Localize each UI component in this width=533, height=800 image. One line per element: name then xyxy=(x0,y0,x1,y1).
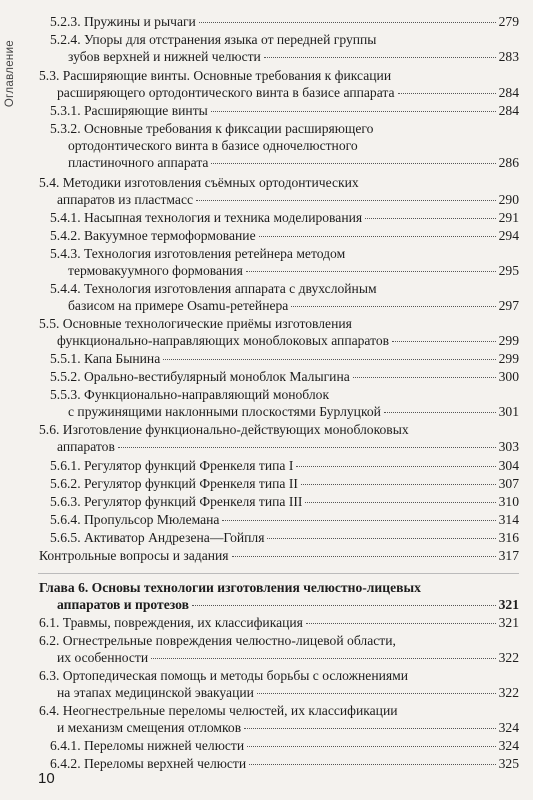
leader-dots xyxy=(192,605,496,606)
entry-text: Контрольные вопросы и задания xyxy=(39,548,229,563)
entry-text: 6.2. Огнестрельные повреждения челюстно-лицевой области, xyxy=(39,633,396,648)
entry-text: 5.2.3. Пружины и рычаги xyxy=(50,14,196,29)
toc-entry-6-2[interactable] xyxy=(39,632,519,666)
entry-text: аппаратов и протезов xyxy=(57,597,189,612)
toc-entry-5-3-2[interactable] xyxy=(50,120,519,171)
toc-entry-5-3[interactable] xyxy=(39,67,519,101)
entry-text: 6.4. Неогнестрельные переломы челюстей, их классификации xyxy=(39,703,398,718)
page-number: 10 xyxy=(38,770,55,787)
page-ref: 290 xyxy=(498,192,519,207)
page-ref: 299 xyxy=(498,351,519,366)
page-ref: 304 xyxy=(498,458,519,473)
entry-text: их особенности xyxy=(57,650,149,665)
toc-entry-5-5-3[interactable] xyxy=(50,386,519,420)
page-ref: 314 xyxy=(498,512,519,527)
leader-dots xyxy=(384,412,496,413)
entry-text: Глава 6. Основы технологии изготовления челюстно-лицевых xyxy=(39,580,421,595)
leader-dots xyxy=(264,57,496,58)
leader-dots xyxy=(353,377,496,378)
entry-text: 5.6.2. Регулятор функций Френкеля типа II xyxy=(50,476,298,491)
page-ref: 322 xyxy=(498,685,519,700)
entry-text: 5.3.2. Основные требования к фиксации расширяющего xyxy=(50,121,374,136)
page-ref: 316 xyxy=(498,530,519,545)
toc-entry-5-4-4[interactable] xyxy=(50,280,519,314)
entry-text: 5.5.3. Функционально-направляющий моноблок xyxy=(50,387,330,402)
toc-entry-5-2-3[interactable] xyxy=(50,13,519,30)
entry-text: 6.3. Ортопедическая помощь и методы борьбы с осложнениями xyxy=(39,668,409,683)
toc-entry-6-4[interactable] xyxy=(39,702,519,736)
entry-text: и механизм смещения отломков xyxy=(57,720,242,735)
page-ref: 317 xyxy=(498,548,519,563)
entry-text: аппаратов из пластмасс xyxy=(57,192,194,207)
entry-text: 5.4.3. Технология изготовления ретейнера методом xyxy=(50,246,346,261)
entry-text: 5.6.3. Регулятор функций Френкеля типа III xyxy=(50,494,303,509)
toc-entry-6-4-1[interactable] xyxy=(50,737,519,754)
entry-text: 5.6.4. Пропульсор Мюлемана xyxy=(50,512,220,527)
toc-entry-questions[interactable] xyxy=(39,547,519,564)
leader-dots xyxy=(305,502,495,503)
page-ref: 291 xyxy=(498,210,519,225)
page-ref: 324 xyxy=(498,738,519,753)
page-ref: 294 xyxy=(498,228,519,243)
entry-text: расширяющего ортодонтического винта в базисе аппарата xyxy=(57,85,395,100)
page-ref: 299 xyxy=(498,333,519,348)
page-ref: 283 xyxy=(498,49,519,64)
page-ref: 300 xyxy=(498,369,519,384)
page-ref: 321 xyxy=(498,597,519,612)
toc-entry-6-1[interactable] xyxy=(39,614,519,631)
leader-dots xyxy=(257,693,496,694)
toc-entry-5-4[interactable] xyxy=(39,174,519,208)
entry-text: 6.4.1. Переломы нижней челюсти xyxy=(50,738,245,753)
toc-entry-5-6-3[interactable] xyxy=(50,493,519,510)
toc-entry-6-3[interactable] xyxy=(39,667,519,701)
leader-dots xyxy=(398,93,496,94)
toc-entry-5-2-4[interactable] xyxy=(50,31,519,65)
toc-entry-5-3-1[interactable] xyxy=(50,102,519,119)
entry-text: 5.3.1. Расширяющие винты xyxy=(50,103,208,118)
entry-text: функционально-направляющих моноблоковых аппаратов xyxy=(57,333,390,348)
entry-text: 5.4.1. Насыпная технология и техника моделирования xyxy=(50,210,363,225)
toc-chapter-6[interactable] xyxy=(39,579,519,613)
page-ref: 286 xyxy=(498,155,519,170)
leader-dots xyxy=(196,200,496,201)
entry-text: на этапах медицинской эвакуации xyxy=(57,685,254,700)
entry-text: 5.5.1. Капа Бынина xyxy=(50,351,161,366)
page-ref: 322 xyxy=(498,650,519,665)
entry-text: 5.4.2. Вакуумное термоформование xyxy=(50,228,256,243)
leader-dots xyxy=(232,556,496,557)
leader-dots xyxy=(392,341,496,342)
page-ref: 321 xyxy=(498,615,519,630)
entry-text: 5.5.2. Орально-вестибулярный моноблок Малыгина xyxy=(50,369,350,384)
entry-text: аппаратов xyxy=(57,439,115,454)
leader-dots xyxy=(244,728,495,729)
leader-dots xyxy=(118,447,496,448)
toc-entry-5-5-2[interactable] xyxy=(50,368,519,385)
leader-dots xyxy=(301,484,496,485)
toc-entry-5-6[interactable] xyxy=(39,421,519,455)
entry-text: 5.2.4. Упоры для отстранения языка от передней группы xyxy=(50,32,377,47)
entry-text: 5.3. Расширяющие винты. Основные требования к фиксации xyxy=(39,68,392,83)
leader-dots xyxy=(296,466,495,467)
leader-dots xyxy=(151,658,495,659)
entry-text: 6.1. Травмы, повреждения, их классификация xyxy=(39,615,303,630)
section-side-label: Оглавление xyxy=(4,40,16,108)
entry-text: 6.4.2. Переломы верхней челюсти xyxy=(50,756,247,771)
page-ref: 310 xyxy=(498,494,519,509)
page-ref: 325 xyxy=(498,756,519,771)
page-ref: 295 xyxy=(498,263,519,278)
toc-entry-5-4-1[interactable] xyxy=(50,209,519,226)
leader-dots xyxy=(365,218,495,219)
toc-entry-5-6-5[interactable] xyxy=(50,529,519,546)
page-ref: 303 xyxy=(498,439,519,454)
entry-text: 5.6. Изготовление функционально-действующих моноблоковых xyxy=(39,422,409,437)
entry-text: 5.4. Методики изготовления съёмных ортодонтических xyxy=(39,175,359,190)
page-ref: 284 xyxy=(498,103,519,118)
leader-dots xyxy=(163,359,495,360)
leader-dots xyxy=(199,22,496,23)
page-ref: 284 xyxy=(498,85,519,100)
entry-text: базисом на примере Osamu-ретейнера xyxy=(68,298,289,313)
leader-dots xyxy=(306,623,496,624)
toc-entry-6-4-2[interactable] xyxy=(50,755,519,772)
page-ref: 301 xyxy=(498,404,519,419)
leader-dots xyxy=(249,764,495,765)
entry-text: термовакуумного формования xyxy=(68,263,243,278)
leader-dots xyxy=(211,163,495,164)
toc-entry-5-6-4[interactable] xyxy=(50,511,519,528)
leader-dots xyxy=(246,271,496,272)
toc-entry-5-6-1[interactable] xyxy=(50,457,519,474)
entry-text: 5.5. Основные технологические приёмы изготовления xyxy=(39,316,352,331)
page-ref: 324 xyxy=(498,720,519,735)
page-ref: 279 xyxy=(498,14,519,29)
toc-entry-5-4-2[interactable] xyxy=(50,227,519,244)
toc-entry-5-5[interactable] xyxy=(39,315,519,349)
entry-text: 5.6.5. Активатор Андрезена—Гойпля xyxy=(50,530,265,545)
leader-dots xyxy=(259,236,496,237)
page-ref: 297 xyxy=(498,298,519,313)
leader-dots xyxy=(211,111,496,112)
entry-text: зубов верхней и нижней челюсти xyxy=(68,49,261,64)
toc-entry-5-6-2[interactable] xyxy=(50,475,519,492)
leader-dots xyxy=(291,306,495,307)
section-divider xyxy=(38,573,519,574)
entry-text: пластиночного аппарата xyxy=(68,155,209,170)
toc-entry-5-5-1[interactable] xyxy=(50,350,519,367)
entry-text: с пружинящими наклонными плоскостями Бурлуцкой xyxy=(68,404,381,419)
entry-text: 5.6.1. Регулятор функций Френкеля типа I xyxy=(50,458,294,473)
entry-text: 5.4.4. Технология изготовления аппарата с двухслойным xyxy=(50,281,377,296)
page-ref: 307 xyxy=(498,476,519,491)
toc-entry-5-4-3[interactable] xyxy=(50,245,519,279)
entry-text: ортодонтического винта в базисе одночелюстного xyxy=(68,138,358,153)
leader-dots xyxy=(222,520,495,521)
leader-dots xyxy=(267,538,495,539)
leader-dots xyxy=(247,746,496,747)
